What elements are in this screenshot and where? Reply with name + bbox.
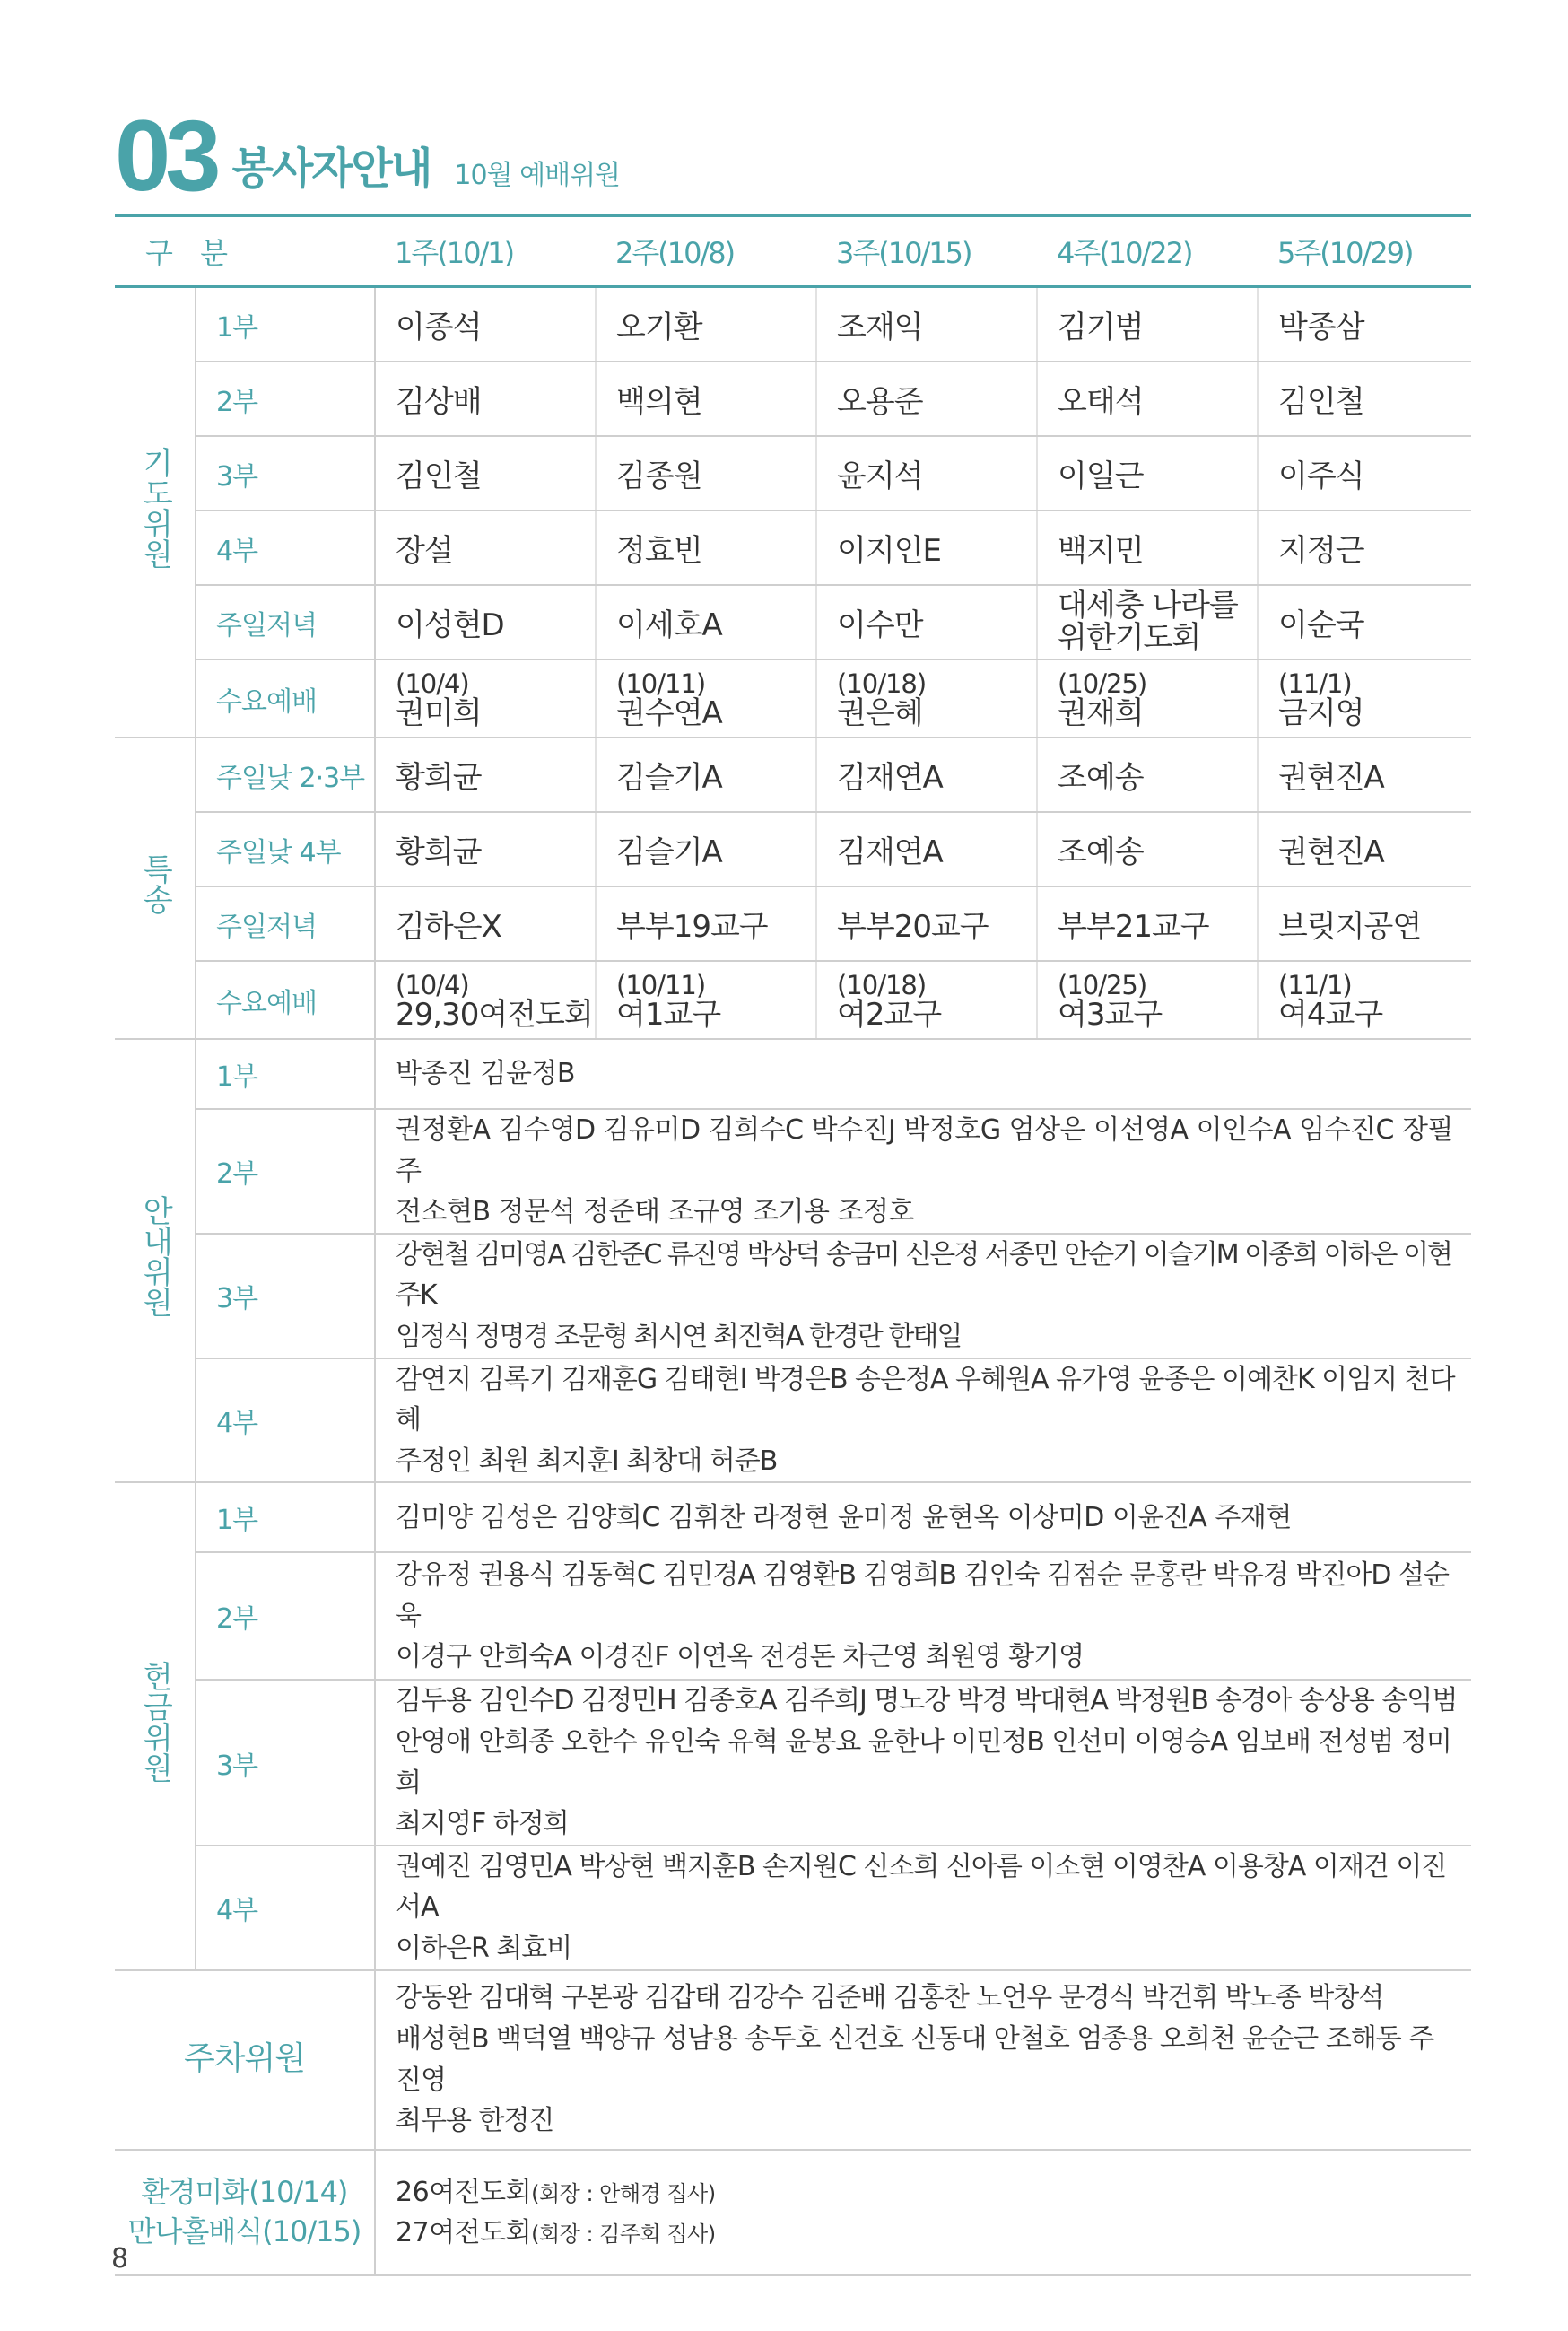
name-text: 권미희 (396, 694, 482, 731)
table-header-row (115, 215, 1471, 287)
week-header: 3주(10/15) (816, 215, 1037, 287)
names-text (375, 1846, 1471, 1970)
name-cell: 김슬기A (596, 738, 816, 812)
name-cell: 이일근 (1037, 436, 1258, 511)
row-label: 2부 (196, 1552, 375, 1680)
name-cell: 김재연A (816, 738, 1037, 812)
row-label: 2부 (196, 362, 375, 436)
date-text: (10/25) (1058, 970, 1147, 1001)
names-text (375, 1234, 1471, 1358)
name-cell (816, 961, 1037, 1039)
table-row (115, 812, 1471, 886)
names-line: 강현철 김미영A 김한준C 류진영 박상덕 송금미 신은정 서종민 안순기 이슬기M 이종희 이하은 이현주K (396, 1238, 1452, 1312)
env-entry-note: (회장 : 안해경 집사) (531, 2180, 716, 2206)
names-line: 배성현B 백덕열 백양규 성남용 송두호 신건호 신동대 안철호 엄종용 오희천 윤순근 조해동 주진영 (396, 2022, 1434, 2096)
name-cell: 백의현 (596, 362, 816, 436)
name-cell: 이주식 (1258, 436, 1471, 511)
name-cell: 지정근 (1258, 511, 1471, 585)
category-parking: 주차위원 (115, 1970, 375, 2150)
table-row (115, 1109, 1471, 1234)
name-cell: 김하은X (375, 886, 596, 961)
name-cell (596, 961, 816, 1039)
table-row (115, 362, 1471, 436)
names-line: 주정인 최원 최지훈I 최창대 허준B (396, 1445, 778, 1477)
row-label: 수요예배 (196, 659, 375, 738)
row-label: 4부 (196, 1846, 375, 1970)
name-cell: 정효빈 (596, 511, 816, 585)
date-text: (11/1) (1278, 970, 1352, 1001)
name-cell (816, 659, 1037, 738)
name-cell: 윤지석 (816, 436, 1037, 511)
row-label: 3부 (196, 1680, 375, 1845)
gubun-header: 구 분 (115, 215, 375, 287)
name-cell: 오용준 (816, 362, 1037, 436)
name-cell: 장설 (375, 511, 596, 585)
name-cell: 이성현D (375, 585, 596, 659)
category-special: 특송 (115, 738, 196, 1039)
date-text: (10/25) (1058, 668, 1147, 700)
name-text: 여3교구 (1058, 996, 1163, 1033)
week-header: 4주(10/22) (1037, 215, 1258, 287)
name-text: 권수연A (616, 694, 722, 731)
env-entry-note: (회장 : 김주회 집사) (531, 2221, 716, 2247)
names-text: 김미양 김성은 김양희C 김휘찬 라정현 윤미정 윤현옥 이상미D 이윤진A 주재현 (375, 1482, 1471, 1552)
table-row (115, 659, 1471, 738)
name-text: 권재희 (1058, 694, 1144, 731)
date-text: (10/4) (396, 970, 469, 1001)
category-offering: 헌금위원 (115, 1482, 196, 1969)
name-cell: 황희균 (375, 812, 596, 886)
name-cell: 이지인E (816, 511, 1037, 585)
env-entry (396, 2213, 1459, 2253)
table-row (115, 1039, 1471, 1109)
date-text: (10/18) (837, 970, 927, 1001)
name-cell: 김슬기A (596, 812, 816, 886)
section-number: 03 (115, 100, 216, 212)
env-entry-main: 27여전도회 (396, 2216, 532, 2248)
table-row (115, 2150, 1471, 2275)
name-cell: 조예송 (1037, 812, 1258, 886)
names-text (375, 1680, 1471, 1845)
name-cell (596, 659, 816, 738)
row-label: 4부 (196, 511, 375, 585)
names-text (375, 1552, 1471, 1680)
row-label: 주일낮 4부 (196, 812, 375, 886)
category-prayer: 기도위원 (115, 287, 196, 738)
names-line: 권정환A 김수영D 김유미D 김희수C 박수진J 박정호G 엄상은 이선영A 이인수A 임수진C 장필주 (396, 1114, 1453, 1187)
name-cell: 대세충 나라를 위한기도회 (1037, 585, 1258, 659)
table-row (115, 1680, 1471, 1845)
name-cell: 김종원 (596, 436, 816, 511)
category-usher: 안내위원 (115, 1039, 196, 1482)
name-cell: 김인철 (1258, 362, 1471, 436)
names-line: 최지영F 하정희 (396, 1808, 569, 1840)
name-cell: 부부20교구 (816, 886, 1037, 961)
table-row (115, 287, 1471, 362)
table-row (115, 1358, 1471, 1483)
page-number: 8 (111, 2243, 129, 2274)
row-label: 1부 (196, 1039, 375, 1109)
name-cell: 황희균 (375, 738, 596, 812)
section-title: 봉사자안내 (231, 144, 431, 194)
name-cell (1037, 659, 1258, 738)
env-label: 만나홀배식(10/15) (127, 2213, 362, 2248)
section-subtitle: 10월 예배위원 (454, 160, 621, 191)
table-row (115, 886, 1471, 961)
table-row (115, 738, 1471, 812)
names-line: 안영애 안희종 오한수 유인숙 유혁 윤봉요 윤한나 이민정B 인선미 이영승A 임보배 전성범 정미희 (396, 1725, 1451, 1799)
name-cell: 오기환 (596, 287, 816, 362)
week-header: 2주(10/8) (596, 215, 816, 287)
row-label: 주일낮 2·3부 (196, 738, 375, 812)
row-label: 수요예배 (196, 961, 375, 1039)
row-label: 3부 (196, 436, 375, 511)
table-row (115, 511, 1471, 585)
env-label: 환경미화(10/14) (141, 2175, 348, 2210)
name-text: 여1교구 (616, 996, 721, 1033)
row-label: 4부 (196, 1358, 375, 1483)
name-cell (375, 961, 596, 1039)
name-cell: 권현진A (1258, 812, 1471, 886)
table-row (115, 961, 1471, 1039)
name-cell: 조예송 (1037, 738, 1258, 812)
names-line: 감연지 김록기 김재훈G 김태현I 박경은B 송은정A 우혜원A 유가영 윤종은 이예찬K 이임지 천다혜 (396, 1363, 1455, 1436)
names-text (375, 1109, 1471, 1234)
names-line: 임정식 정명경 조문형 최시연 최진혁A 한경란 한태일 (396, 1320, 962, 1352)
names-line: 이하은R 최효비 (396, 1932, 572, 1964)
volunteer-table (115, 214, 1471, 2276)
names-line: 최무용 한정진 (396, 2105, 554, 2137)
table-row (115, 1846, 1471, 1970)
week-header: 1주(10/1) (375, 215, 596, 287)
row-label: 주일저녁 (196, 886, 375, 961)
table-row (115, 1970, 1471, 2150)
names-text (375, 1970, 1471, 2150)
name-cell: 이종석 (375, 287, 596, 362)
table-row (115, 1234, 1471, 1358)
name-text: 금지영 (1278, 694, 1364, 731)
name-cell: 김상배 (375, 362, 596, 436)
env-entries (375, 2150, 1471, 2275)
name-cell: 김재연A (816, 812, 1037, 886)
name-text: 여4교구 (1278, 996, 1383, 1033)
row-label: 주일저녁 (196, 585, 375, 659)
name-text: 29,30여전도회 (396, 996, 593, 1033)
name-cell: 이순국 (1258, 585, 1471, 659)
name-cell (1037, 961, 1258, 1039)
names-text (375, 1358, 1471, 1483)
name-cell: 권현진A (1258, 738, 1471, 812)
names-line: 이경구 안희숙A 이경진F 이연옥 전경돈 차근영 최원영 황기영 (396, 1641, 1085, 1673)
name-cell: 박종삼 (1258, 287, 1471, 362)
names-line: 강유정 권용식 김동혁C 김민경A 김영환B 김영희B 김인숙 김점순 문홍란 박유경 박진아D 설순욱 (396, 1558, 1449, 1632)
week-header: 5주(10/29) (1258, 215, 1471, 287)
date-text: (10/11) (616, 970, 706, 1001)
section-header (115, 100, 621, 212)
row-label: 3부 (196, 1234, 375, 1358)
name-cell (1258, 961, 1471, 1039)
name-cell: 브릿지공연 (1258, 886, 1471, 961)
name-cell: 백지민 (1037, 511, 1258, 585)
table-row (115, 1482, 1471, 1552)
env-entry-main: 26여전도회 (396, 2176, 532, 2208)
date-text: (10/4) (396, 668, 469, 700)
names-line: 전소현B 정문석 정준태 조규영 조기용 조정호 (396, 1196, 914, 1228)
name-cell: 김기범 (1037, 287, 1258, 362)
category-environment (115, 2150, 375, 2275)
table-row (115, 585, 1471, 659)
date-text: (11/1) (1278, 668, 1352, 700)
names-line: 강동완 김대혁 구본광 김갑태 김강수 김준배 김홍찬 노언우 문경식 박건휘 박노종 박창석 (396, 1982, 1384, 2014)
date-text: (10/11) (616, 668, 706, 700)
name-cell: 부부19교구 (596, 886, 816, 961)
table-row (115, 1552, 1471, 1680)
row-label: 2부 (196, 1109, 375, 1234)
name-cell (375, 659, 596, 738)
names-line: 권예진 김영민A 박상현 백지훈B 손지원C 신소희 신아름 이소현 이영찬A 이용창A 이재건 이진서A (396, 1850, 1447, 1924)
names-text: 박종진 김윤정B (375, 1039, 1471, 1109)
name-text: 권은혜 (837, 694, 923, 731)
name-cell: 조재익 (816, 287, 1037, 362)
name-cell (1258, 659, 1471, 738)
name-cell: 김인철 (375, 436, 596, 511)
name-text: 여2교구 (837, 996, 942, 1033)
row-label: 1부 (196, 1482, 375, 1552)
table-row (115, 436, 1471, 511)
row-label: 1부 (196, 287, 375, 362)
name-cell: 이세호A (596, 585, 816, 659)
name-cell: 이수만 (816, 585, 1037, 659)
name-cell: 부부21교구 (1037, 886, 1258, 961)
date-text: (10/18) (837, 668, 927, 700)
env-entry (396, 2172, 1459, 2213)
names-line: 김두용 김인수D 김정민H 김종호A 김주희J 명노강 박경 박대현A 박정원B 송경아 송상용 송익범 (396, 1685, 1458, 1717)
name-cell: 오태석 (1037, 362, 1258, 436)
